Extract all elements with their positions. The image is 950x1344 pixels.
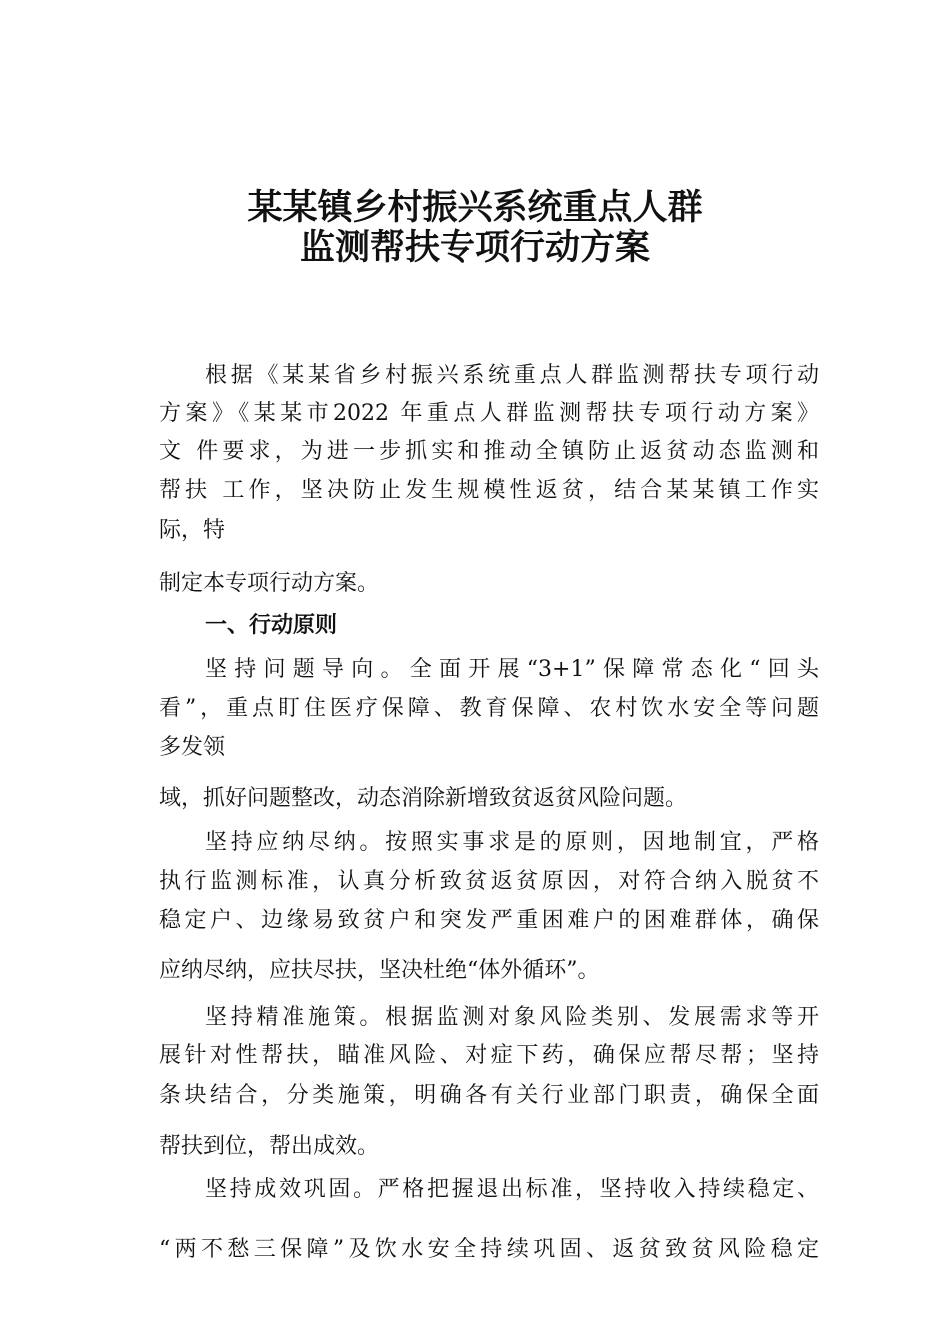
paragraph-line: 多发领 [159, 735, 226, 760]
intro-line: 方案》《某某市2022 年重点人群监测帮扶专项行动方案》 [159, 401, 819, 426]
intro-line: 际，特 [159, 518, 226, 543]
intro-line: 根据《某某省乡村振兴系统重点人群监测帮扶专项行动 [205, 363, 819, 388]
paragraph-line: 帮扶到位，帮出成效。 [159, 1134, 380, 1159]
intro-line: 文 件要求，为进一步抓实和推动全镇防止返贫动态监测和 [159, 439, 819, 464]
paragraph-line: 坚持问题导向。全面开展“3+1”保障常态化“回头 [205, 657, 819, 682]
paragraph-line: 坚持精准施策。根据监测对象风险类别、发展需求等开 [205, 1005, 819, 1030]
document-title-line-2: 监测帮扶专项行动方案 [299, 228, 650, 268]
paragraph-line: 域，抓好问题整改，动态消除新增致贫返贫风险问题。 [159, 786, 688, 811]
paragraph-line: “两不愁三保障”及饮水安全持续巩固、返贫致贫风险稳定 [159, 1237, 819, 1262]
intro-line: 制定本专项行动方案。 [159, 571, 380, 596]
paragraph-line: 坚持应纳尽纳。按照实事求是的原则，因地制宜，严格 [205, 830, 819, 855]
paragraph-line: 稳定户、边缘易致贫户和突发严重困难户的困难群体，确保 [159, 908, 819, 933]
paragraph-line: 看”，重点盯住医疗保障、教育保障、农村饮水安全等问题 [159, 696, 819, 721]
section-heading: 一、行动原则 [205, 613, 338, 638]
document-title-line-1: 某某镇乡村振兴系统重点人群 [247, 188, 703, 228]
paragraph-line: 坚持成效巩固。严格把握退出标准，坚持收入持续稳定、 [205, 1177, 819, 1202]
paragraph-line: 展针对性帮扶，瞄准风险、对症下药，确保应帮尽帮；坚持 [159, 1043, 819, 1068]
paragraph-line: 条块结合，分类施策，明确各有关行业部门职责，确保全面 [159, 1083, 819, 1108]
intro-line: 帮扶 工作，坚决防止发生规模性返贫，结合某某镇工作实 [159, 478, 819, 503]
paragraph-line: 应纳尽纳，应扶尽扶，坚决杜绝“体外循环”。 [159, 958, 600, 983]
paragraph-line: 执行监测标准，认真分析致贫返贫原因，对符合纳入脱贫不 [159, 869, 819, 894]
